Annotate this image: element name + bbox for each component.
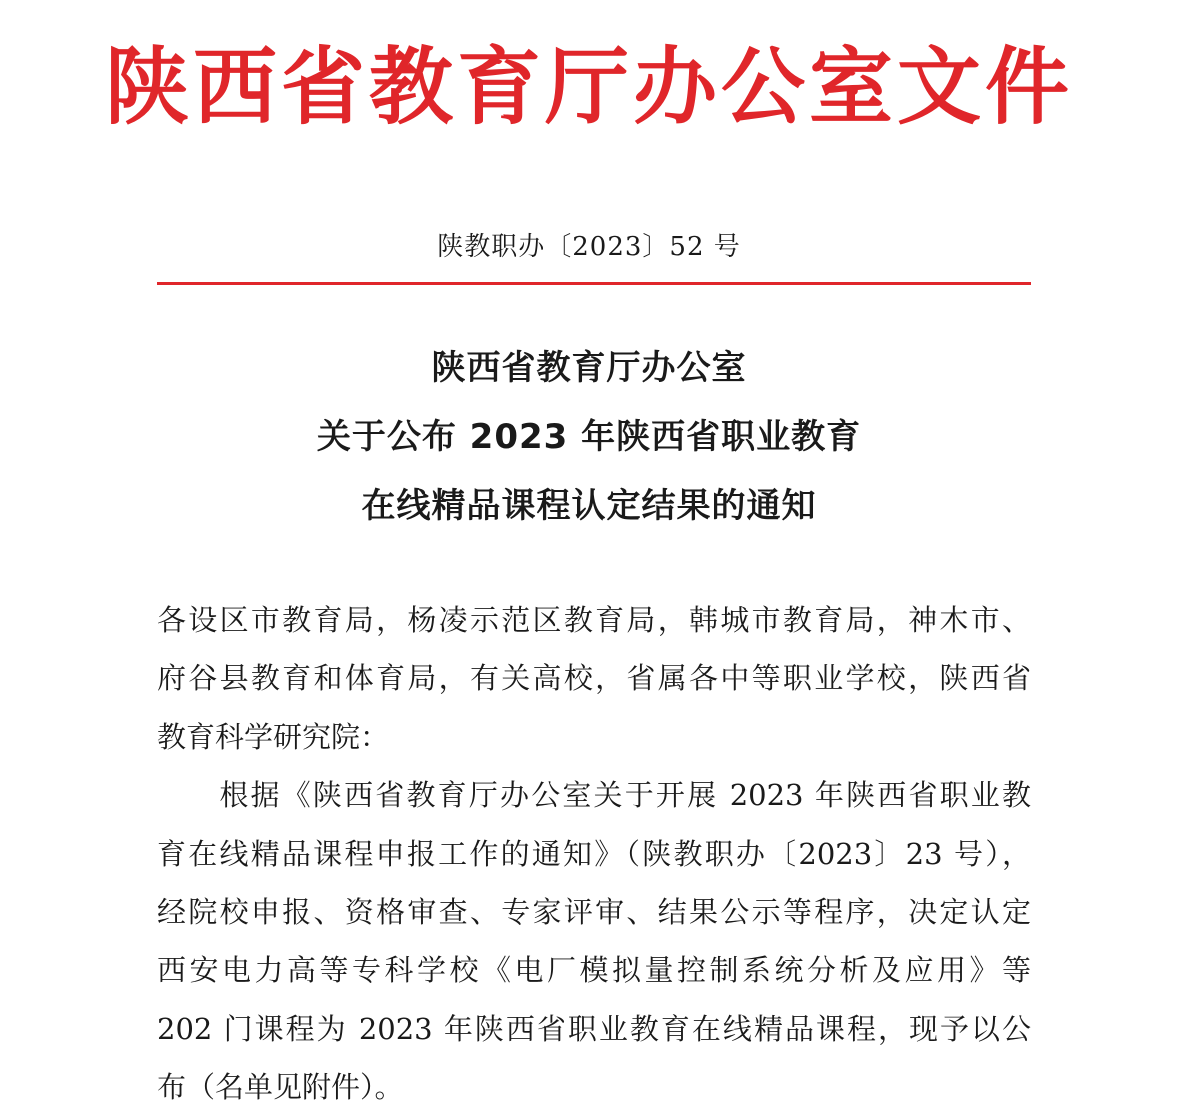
addressee-line: 各设区市教育局，杨凌示范区教育局，韩城市教育局，神木市、: [157, 603, 1031, 637]
paragraph-line: 育在线精品课程申报工作的通知》（陕教职办〔2023〕23 号），: [157, 836, 1031, 871]
title-line: 关于公布 2023 年陕西省职业教育: [316, 417, 862, 457]
notice-title: [0, 334, 1178, 541]
document-number: 陕教职办〔2023〕52 号: [437, 232, 741, 262]
red-divider-line: [157, 282, 1031, 285]
masthead-title: 陕西省教育厅办公室文件: [104, 37, 1073, 136]
addressee-line: 教育科学研究院：: [157, 719, 390, 754]
paragraph-line: 202 门课程为 2023 年陕西省职业教育在线精品课程，现予以公: [157, 1011, 1031, 1046]
paragraph-line: 经院校申报、资格审查、专家评审、结果公示等程序，决定认定: [157, 894, 1031, 929]
addressee-line: 府谷县教育和体育局，有关高校，省属各中等职业学校，陕西省: [157, 661, 1031, 696]
title-line: 在线精品课程认定结果的通知: [361, 486, 817, 526]
paragraph-line: 布（名单见附件）。: [157, 1070, 404, 1105]
title-line: 陕西省教育厅办公室: [431, 348, 747, 388]
paragraph-line: 西安电力高等专科学校《电厂模拟量控制系统分析及应用》等: [157, 953, 1031, 988]
paragraph-line: 根据《陕西省教育厅办公室关于开展 2023 年陕西省职业教: [157, 778, 1031, 813]
notice-body: [157, 591, 1031, 1117]
